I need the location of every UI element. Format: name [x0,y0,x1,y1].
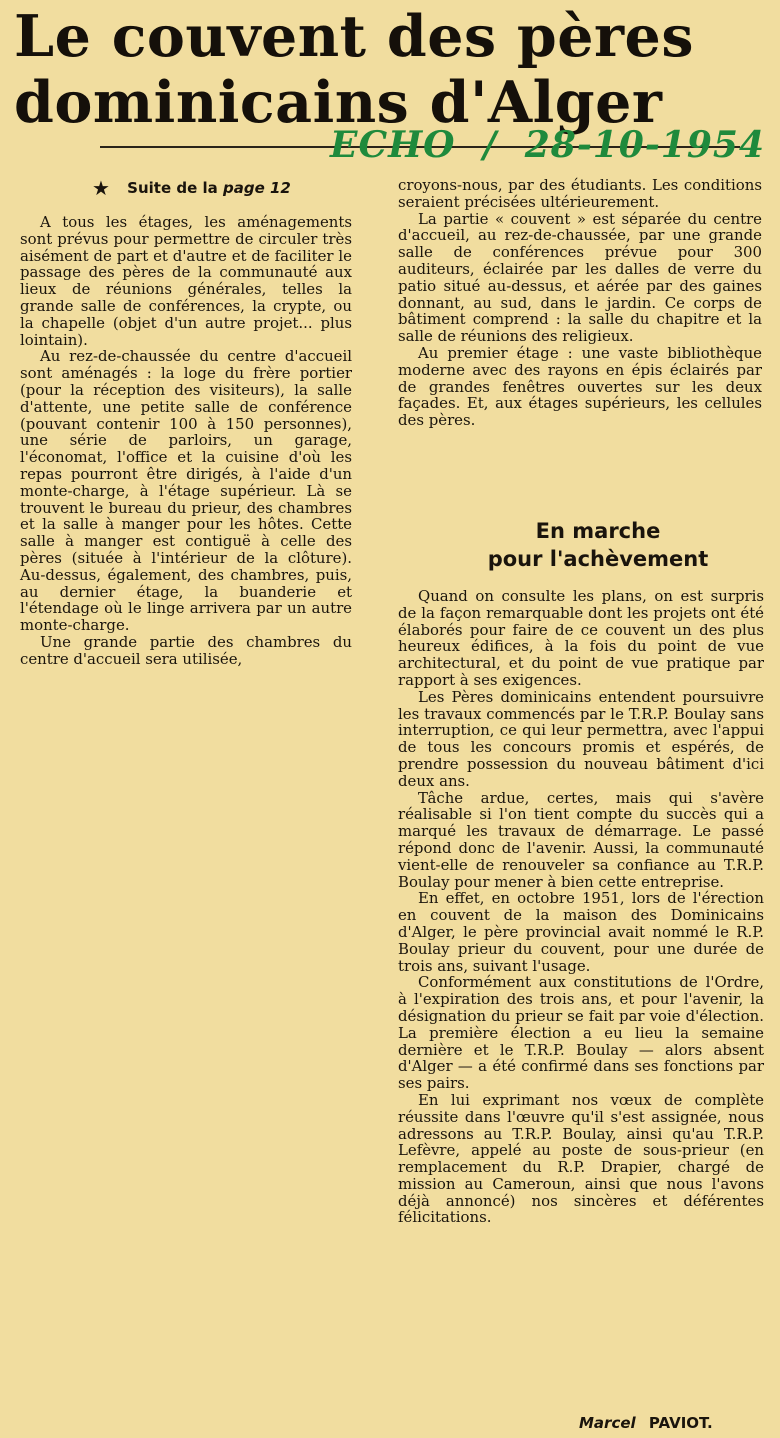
subhead-line-1: En marche [535,519,661,543]
paragraph: Conformément aux constitutions de l'Ordre, à l'expiration des trois ans, et pour l'avenir, la désignation du prieur se fait par voie d'élection. La première élection a eu lieu la semaine dernière et le T.R.P. Boulay — alors absent d'Alger — a été confirmé dans ses fonctions par ses pairs. [398,973,764,1093]
paragraph: En effet, en octobre 1951, lors de l'érection en couvent de la maison des Dominicains d'Alger, le père provincial avait nommé le R.P. Boulay prieur du couvent, pour une durée de trois ans, suivant l'usage. [398,889,764,975]
stamp-date: 28-10-1954 [524,124,765,166]
continuation-note [92,176,291,200]
section-subheading [398,517,780,573]
author-byline [579,1414,713,1432]
paragraph: A tous les étages, les aménagements sont prévus pour permettre de circuler très aisément de part et d'autre et de faciliter le passage des pères de la communauté aux lieux de réunions générales, telles la grande salle de conférences, la crypte, ou la chapelle (objet d'un autre projet... plus lointain). [20,213,352,349]
paragraph: La partie « couvent » est séparée du centre d'accueil, au rez-de-chaussée, par une grande salle de conférences prévue pour 300 auditeurs, éclairée par les dalles de verre du patio situé au-dessus, et aérée par des gaines donnant, au sud, dans le jardin. Ce corps de bâtiment comprend : la salle du chapitre et la salle de réunions des religieux. [398,209,762,346]
paragraph: En lui exprimant nos vœux de complète réussite dans l'œuvre qu'il s'est assignée, nous adressons au T.R.P. Boulay, ainsi qu'au T.R.P. Lefèvre, appelé au poste de sous-prieur (en remplacement du R.P. Drapier, chargé de mission au Cameroun, ainsi que nous l'avons déjà annoncé) nos sincères et déférentes félicitations. [398,1090,764,1227]
article-headline [14,4,774,136]
stamp-source: ECHO [330,124,456,166]
paragraph: Au rez-de-chaussée du centre d'accueil sont aménagés : la loge du frère portier (pour la réception des visiteurs), la salle d'attente, une petite salle de conférence (pouvant contenir 100 à 150 personnes), une série de parloirs, un garage, l'économat, l'office et la cuisine d'où les repas pourront être dirigés, à l'aide d'un monte-charge, à l'étage supérieur. Là se trouvent le bureau du prieur, des chambres et la salle à manger pour les hôtes. Cette salle à manger est contiguë à celle des pères (située à l'intérieur de la clôture). Au-dessus, également, des chambres, puis, au dernier étage, la buanderie et l'étendage où le linge arrivera par un autre monte-charge. [20,347,352,635]
star-icon: ★ [92,176,110,200]
subhead-line-2: pour l'achèvement [487,547,709,571]
paragraph: croyons-nous, par des étudiants. Les conditions seraient précisées ultérieurement. [398,176,762,211]
paragraph: Quand on consulte les plans, on est surpris de la façon remarquable dont les projets ont été élaborés pour faire de ce couvent un des plus heureux édifices, à la fois du point de vue architectural, et du point de vue pratique par rapport à ses exigences. [398,587,764,689]
column-1 [20,214,352,668]
paragraph: Tâche ardue, certes, mais qui s'avère réalisable si l'on tient compte du succès qui a marqué les travaux de démarrage. Le passé répond donc de l'avenir. Aussi, la communauté vient-elle de renouveler sa confiance au T.R.P. Boulay pour mener à bien cette entreprise. [398,788,764,891]
headline-line-2: dominicains d'Alger [14,69,663,136]
column-2 [398,177,762,429]
paragraph: Au premier étage : une vaste bibliothèque moderne avec des rayons en épis éclairés par de grandes fenêtres ouvertes sur les deux façades. Et, aux étages supérieurs, les cellules des pères. [398,343,762,430]
author-last-name: PAVIOT. [648,1414,713,1432]
paragraph: Une grande partie des chambres du centre d'accueil sera utilisée, [20,632,352,668]
author-first-name: Marcel [579,1414,636,1432]
column-3 [398,588,764,1226]
continuation-prefix: Suite de la [127,179,218,197]
headline-line-1: Le couvent des pères [14,3,694,70]
paragraph: Les Pères dominicains entendent poursuivre les travaux commencés par le T.R.P. Boulay sans interruption, ce qui leur permettra, avec l'appui de tous les concours promis et espérés, de prendre possession du nouveau bâtiment d'ici deux ans. [398,687,764,790]
source-date-stamp [330,124,765,166]
continuation-page: page 12 [223,179,291,197]
stamp-separator: / [483,124,498,166]
